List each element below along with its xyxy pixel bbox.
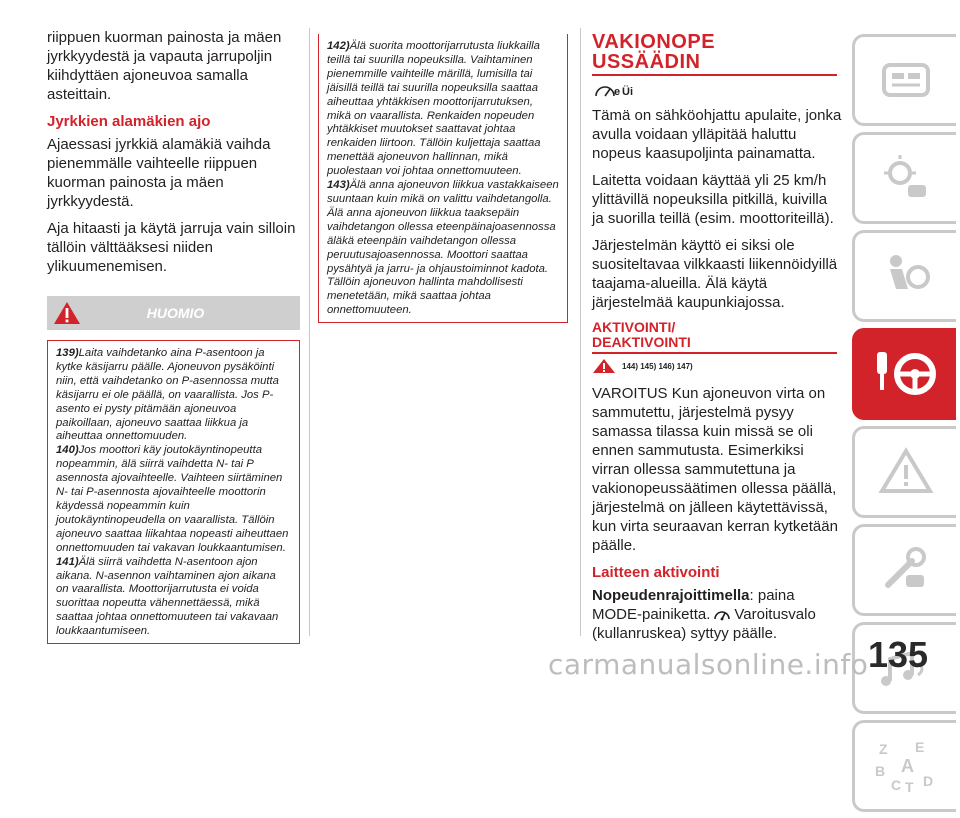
- note-141: [56, 556, 291, 639]
- note-number: 139): [56, 347, 79, 359]
- note-number: 142): [327, 40, 350, 52]
- reference-row: [592, 358, 842, 374]
- chapter-sidebar: [852, 34, 960, 818]
- cruise-control-icon: [592, 80, 636, 100]
- seat-airbag-icon: [876, 251, 936, 301]
- tab-index[interactable]: [852, 720, 956, 812]
- section-title-line-2: USSÄÄDIN: [592, 51, 701, 73]
- title-rule: [592, 74, 837, 76]
- note-text: Älä suorita moottorijarrutusta liukkailla teillä tai suurilla nopeuksilla. Vaihtaminen pienemmille vaihteille märillä, lumisilla tai jäisillä teillä tai suurilla nopeuksilla saattaa aiheuttaa yhtäkkisen moottorijarrutuksen, mikä on vaarallista. Renkaiden nopeuden yhtäkkiset muutokset saattavat johtaa renkaiden liirtoon. Tällöin kuljettaja saattaa menettää ajoneuvon hallinnan, mikä puolestaan voi johtaa onnettomuuteen.: [327, 40, 541, 178]
- note-139: [56, 347, 291, 444]
- svg-text:B: B: [874, 763, 885, 779]
- subsection-title-line-1: AKTIVOINTI/: [592, 319, 676, 335]
- warning-paragraph: VAROITUS Kun ajoneuvon virta on sammutettu, järjestelmä pysyy samassa tilassa kuin missä se oli ennen sammutusta. Esimerkiksi virran ollessa sammutettuna ja vakionopeussäätimen ollessa päällä, järjestelmä on jälleen käytettävissä, kun virta seuraavan kerran kytketään päälle.: [592, 385, 838, 554]
- key-steering-wheel-icon: [871, 346, 941, 402]
- note-text: Jos moottori käy joutokäyntinopeutta nopeammin, älä siirrä vaihdetta N- tai P asennosta ajovaihteelle. Vaihteen siirtäminen N- tai P-asennosta ajovaihteelle moottorin käydessä nopeammin kuin joutokäyntinopeudella on vaarallista. Tällöin ajoneuvo saattaa liikahtaa nopeasti aiheuttaen onnettomuuden tai vakavan loukkaantumisen.: [56, 444, 289, 554]
- section-title-line-1: VAKIONOPE: [592, 31, 716, 53]
- activation-instruction: : paina MODE-painiketta.: [592, 587, 795, 623]
- warning-light-text: Varoitusvalo (kullanruskea) syttyy päälle.: [592, 606, 816, 642]
- svg-text:Ü: Ü: [622, 86, 630, 98]
- svg-text:C: C: [890, 777, 901, 793]
- svg-text:D: D: [922, 773, 933, 789]
- svg-text:e: e: [614, 86, 621, 98]
- svg-text:i: i: [630, 86, 634, 98]
- downhill-paragraph-2: Aja hitaasti ja käytä jarruja vain silloin tällöin välttääksesi niiden ylikuumenemisen.: [47, 220, 296, 275]
- cruise-paragraph-1: Tämä on sähköohjattu apulaite, jonka avulla voidaan ylläpitää haluttu nopeus kaasupoljinta painamatta.: [592, 107, 842, 162]
- note-number: 143): [327, 179, 350, 192]
- index-letters-icon: [871, 736, 941, 796]
- column-divider: [309, 28, 310, 636]
- watermark: carmanualsonline.info: [548, 648, 869, 681]
- svg-text:A: A: [900, 756, 914, 776]
- service-tools-icon: [876, 545, 936, 595]
- warning-header: [47, 296, 300, 330]
- left-column: [47, 28, 300, 644]
- cruise-paragraph-2: Laitetta voidaan käyttää yli 25 km/h ylittävillä nopeuksilla pitkillä, kuivilla ja suorilla teillä (esim. moottoriteillä).: [592, 172, 834, 227]
- section-heading-downhill: Jyrkkien alamäkien ajo: [47, 113, 211, 130]
- lights-icon: [876, 153, 936, 203]
- subsection-title: [592, 320, 842, 350]
- speed-limiter-icon: [713, 607, 731, 621]
- subsection-rule: [592, 352, 837, 354]
- tab-starting-driving[interactable]: [852, 328, 956, 420]
- tab-emergency[interactable]: [852, 426, 956, 518]
- note-140: [56, 444, 291, 555]
- cruise-control-icon-row: [592, 80, 842, 100]
- svg-text:T: T: [904, 779, 914, 795]
- note-text: Älä anna ajoneuvon liikkua vastakkaiseen suuntaan kuin mikä on valittu vaihdetangolla. Älä anna ajoneuvon liikkua taaksepäin vaihdetangon ollessa eteenpäinajoasennossa äläkä eteenpäin vaihdetangon ollessa peruutusajoasennossa. Moottori saattaa pysähtyä ja jarru- ja ohjaustoiminnot kadota. Tällöin ajoneuvon hallinta mahdollisesti menetetään, mikä saattaa johtaa onnettomuuteen.: [327, 179, 559, 317]
- cruise-paragraph-3: Järjestelmän käyttö ei siksi ole suositeltavaa vilkkaasti liikennöidyillä taajama-alueilla. Älä käytä järjestelmää kaupunkiajossa.: [592, 237, 838, 311]
- note-text: Laita vaihdetanko aina P-asentoon ja kytke käsijarru päälle. Ajoneuvon pysäköinti niin, että vaihdetanko on P-asennossa mutta käsijarru ei ole päällä, on vaarallista. Jos P-asento ei pysty pitämään ajoneuvoa paikoillaan, ajoneuvo saattaa liikkua ja aiheuttaa onnettomuuden.: [56, 347, 279, 443]
- note-143: [327, 179, 559, 318]
- intro-text: riippuen kuorman painosta ja mäen jyrkkyydestä ja vapauta jarrupoljin kiihdyttäen ajoneuvoa samalla asteittain.: [47, 29, 282, 103]
- activation-paragraph: [592, 586, 842, 643]
- warning-triangle-icon: [592, 358, 616, 374]
- downhill-paragraph-1: Ajaessasi jyrkkiä alamäkiä vaihda pienemmälle vaihteelle riippuen kuorman painosta ja mäen jyrkkyydestä.: [47, 136, 271, 210]
- svg-text:Z: Z: [878, 741, 888, 757]
- warning-triangle-icon: [876, 447, 936, 497]
- warning-notes-box: [47, 340, 300, 644]
- warning-triangle-icon: [53, 301, 81, 325]
- tab-lights[interactable]: [852, 132, 956, 224]
- svg-text:E: E: [914, 739, 924, 755]
- tab-dashboard[interactable]: [852, 34, 956, 126]
- right-column: [592, 28, 842, 651]
- middle-column: [318, 34, 568, 323]
- note-number: 141): [56, 555, 79, 568]
- section-title: [592, 32, 842, 72]
- speed-limiter-label: Nopeudenrajoittimella: [592, 587, 750, 604]
- reference-numbers: 144) 145) 146) 147): [622, 361, 693, 371]
- note-text: Älä siirrä vaihdetta N-asentoon ajon aikana. N-asennon vaihtaminen ajon aikana on vaarallista. Moottorijarrutusta ei voida suorittaa nopeutta vähennettäessä, mikä saattaa johtaa onnettomuuteen tai vakavaan loukkaantumiseen.: [56, 555, 279, 638]
- subsection-title-line-2: DEAKTIVOINTI: [592, 334, 691, 350]
- warning-label: HUOMIO: [146, 305, 205, 321]
- column-divider: [580, 28, 581, 636]
- activation-heading: Laitteen aktivointi: [592, 564, 720, 581]
- tab-maintenance[interactable]: [852, 524, 956, 616]
- warning-notes-box-continued: [318, 34, 568, 323]
- car-dashboard-icon: [876, 55, 936, 105]
- page-number: 135: [868, 634, 929, 675]
- note-number: 140): [56, 444, 79, 457]
- tab-safety[interactable]: [852, 230, 956, 322]
- note-142: [327, 40, 559, 179]
